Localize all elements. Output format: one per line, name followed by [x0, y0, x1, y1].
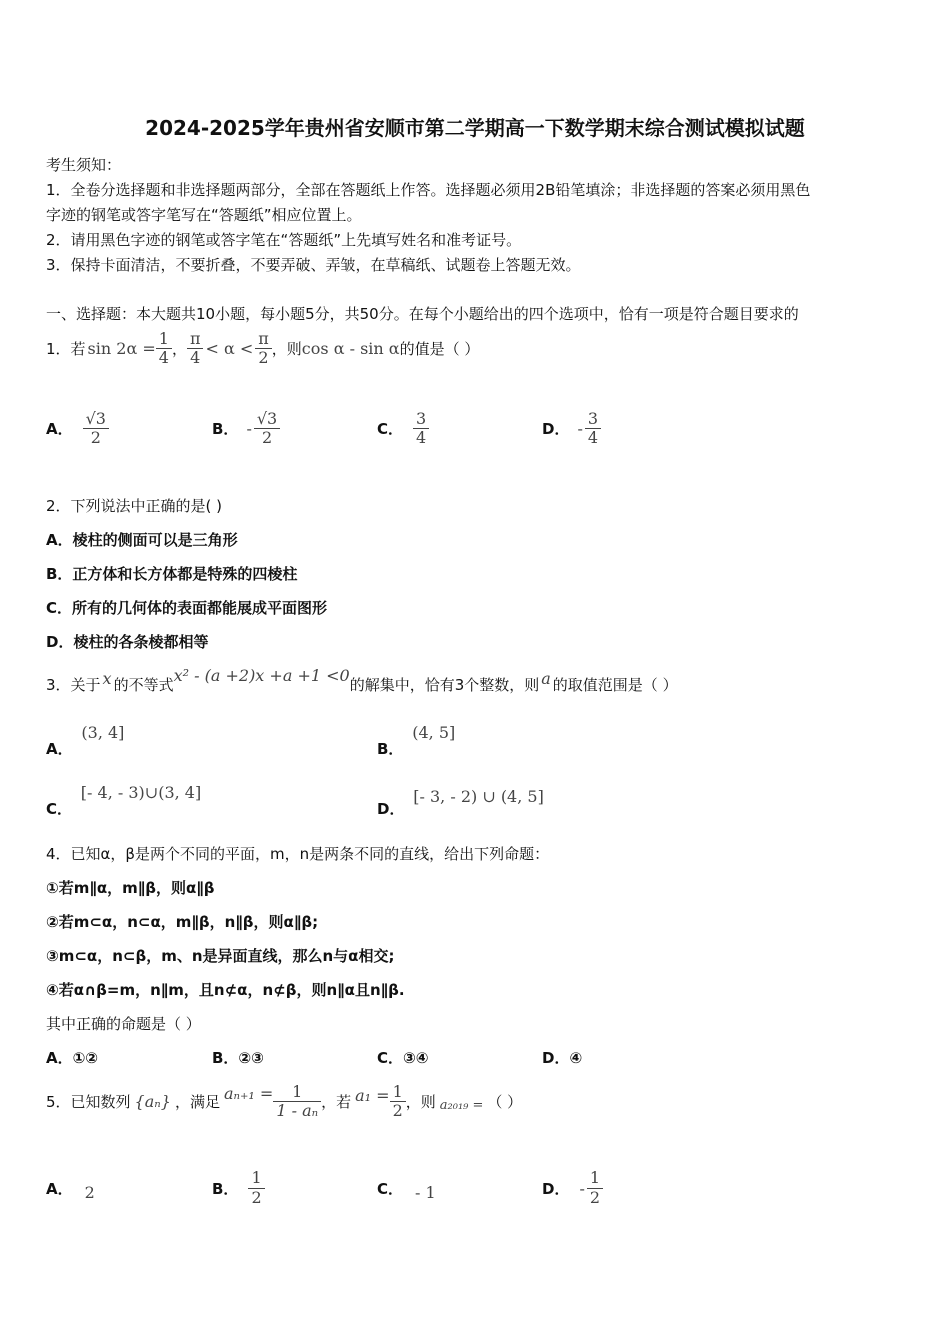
q3-option-d[interactable]: D． [- 3, - 2) ∪ (4, 5] — [377, 787, 544, 818]
q3-a-value: (3, 4] — [81, 723, 125, 742]
q3-d-value: [- 3, - 2) ∪ (4, 5] — [413, 787, 544, 806]
q5-b-value: $\frac{1}{2}$ — [248, 1169, 264, 1207]
q4-statement-4: ④若α∩β=m，n∥m，且n⊄α，n⊄β，则n∥α且n∥β. — [46, 981, 405, 999]
q4-option-a[interactable]: A．①② — [46, 1049, 99, 1067]
q1-b-value: $\frac{√3}{2}$ — [254, 410, 280, 448]
q5-recurrence-frac: $\frac{1}{\text{1 - aₙ}}$ — [273, 1083, 321, 1121]
q1-then: ，则 — [271, 340, 302, 359]
question-1-stem — [46, 330, 479, 368]
q1-option-b[interactable]: B． - $\frac{√3}{2}$ — [212, 410, 280, 448]
q5-a2019: a₂₀₁₉ = — [439, 1098, 484, 1114]
q5-c-value: - 1 — [415, 1182, 436, 1202]
q2-option-c[interactable]: C．所有的几何体的表面都能展成平面图形 — [46, 599, 328, 617]
notice-line-3: 3．保持卡面清洁，不要折叠，不要弄破、弄皱，在草稿纸、试题卷上答题无效。 — [46, 256, 581, 274]
q5-option-d[interactable]: D． - $\frac{1}{2}$ — [542, 1164, 603, 1212]
q1-d-value: $\frac{3}{4}$ — [585, 410, 601, 448]
q2-option-d[interactable]: D．棱柱的各条棱都相等 — [46, 633, 209, 651]
q3-option-a[interactable]: A． (3, 4] — [46, 723, 125, 758]
q4-option-b[interactable]: B．②③ — [212, 1049, 264, 1067]
notice-heading: 考生须知： — [46, 156, 122, 174]
question-2-stem: 2．下列说法中正确的是( ) — [46, 497, 223, 515]
q1-c-value: $\frac{3}{4}$ — [413, 410, 429, 448]
q5-a1: a₁ = — [355, 1086, 390, 1106]
notice-line-2: 2．请用黑色字迹的钢笔或答字笔在“答题纸”上先填写姓名和准考证号。 — [46, 231, 522, 249]
q4-ask: 其中正确的命题是（ ） — [46, 1015, 201, 1033]
q1-frac-pi-4: $\frac{\pi}{4}$ — [187, 330, 204, 368]
question-4-stem: 4．已知α，β是两个不同的平面，m，n是两条不同的直线，给出下列命题： — [46, 845, 550, 863]
q4-statement-1: ①若m∥α，m∥β，则α∥β — [46, 879, 215, 897]
q5-option-a[interactable]: A． 2 — [46, 1179, 95, 1202]
q4-statement-2: ②若m⊂α，n⊂α，m∥β，n∥β，则α∥β; — [46, 913, 319, 931]
page-title: 2024-2025学年贵州省安顺市第二学期高一下数学期末综合测试模拟试题 — [145, 116, 805, 140]
q3-inequality: x² - (a +2)x +a +1 <0 — [173, 665, 350, 685]
question-5-stem: 5．已知数列 {aₙ} ，满足 aₙ₊₁ = $\frac{1}{\text{1 - aₙ}}$ ，若 a₁ = $\frac{1}{2}$ ，则 a₂₀₁₉ = （ ） — [46, 1082, 523, 1121]
q3-x: x — [102, 668, 112, 688]
section-heading: 一、选择题：本大题共10小题，每小题5分，共50分。在每个小题给出的四个选项中，恰有一项是符合题目要求的 — [46, 305, 799, 323]
q5-option-b[interactable]: B． $\frac{1}{2}$ — [212, 1164, 265, 1212]
notice-line-1b: 字迹的钢笔或答字笔写在“答题纸”相应位置上。 — [46, 206, 362, 224]
q1-option-a[interactable]: A． $\frac{√3}{2}$ — [46, 410, 109, 448]
q1-frac-1-4: $\frac{1}{4}$ — [156, 330, 172, 368]
q1-frac-pi-2: $\frac{\pi}{2}$ — [255, 330, 272, 368]
q3-option-b[interactable]: B． (4, 5] — [377, 723, 456, 758]
question-3-stem: 3．关于 x 的不等式 x² - (a +2)x +a +1 <0 的解集中，恰有3个整数，则 a 的取值范围是（ ） — [46, 665, 678, 694]
q5-sequence: {aₙ} — [134, 1092, 171, 1112]
q3-a: a — [541, 668, 551, 688]
q4-statement-3: ③m⊂α，n⊂β，m、n是异面直线，那么n与α相交; — [46, 947, 395, 965]
notice-line-1a: 1．全卷分选择题和非选择题两部分，全部在答题纸上作答。选择题必须用2B铅笔填涂；非选择题的答案必须用黑色 — [46, 181, 811, 199]
q1-option-d[interactable]: D． - $\frac{3}{4}$ — [542, 410, 601, 448]
q1-option-c[interactable]: C． $\frac{3}{4}$ — [377, 410, 429, 448]
q1-ask: 的值是（ ） — [399, 340, 480, 359]
q5-a-value: 2 — [84, 1182, 95, 1202]
q1-cos-minus-sin: cos α - sin α — [301, 339, 400, 359]
q2-option-a[interactable]: A．棱柱的侧面可以是三角形 — [46, 531, 238, 549]
q5-d-value: $\frac{1}{2}$ — [587, 1169, 603, 1207]
q3-option-c[interactable]: C． [- 4, - 3)∪(3, 4] — [46, 783, 202, 818]
q4-option-c[interactable]: C．③④ — [377, 1049, 429, 1067]
q1-lt: < α < — [205, 339, 254, 359]
q5-recurrence: aₙ₊₁ = — [223, 1084, 274, 1104]
q1-number: 1．若 — [46, 340, 86, 359]
q1-a-value: $\frac{√3}{2}$ — [83, 410, 109, 448]
q1-comma: ， — [171, 340, 187, 359]
q4-option-d[interactable]: D．④ — [542, 1049, 583, 1067]
q1-sin2a: sin 2α = — [87, 339, 156, 359]
q5-a1-frac: $\frac{1}{2}$ — [390, 1083, 406, 1121]
q3-b-value: (4, 5] — [412, 723, 456, 742]
q5-option-c[interactable]: C． - 1 — [377, 1179, 436, 1202]
q3-c-value: [- 4, - 3)∪(3, 4] — [80, 783, 202, 802]
q2-option-b[interactable]: B．正方体和长方体都是特殊的四棱柱 — [46, 565, 298, 583]
